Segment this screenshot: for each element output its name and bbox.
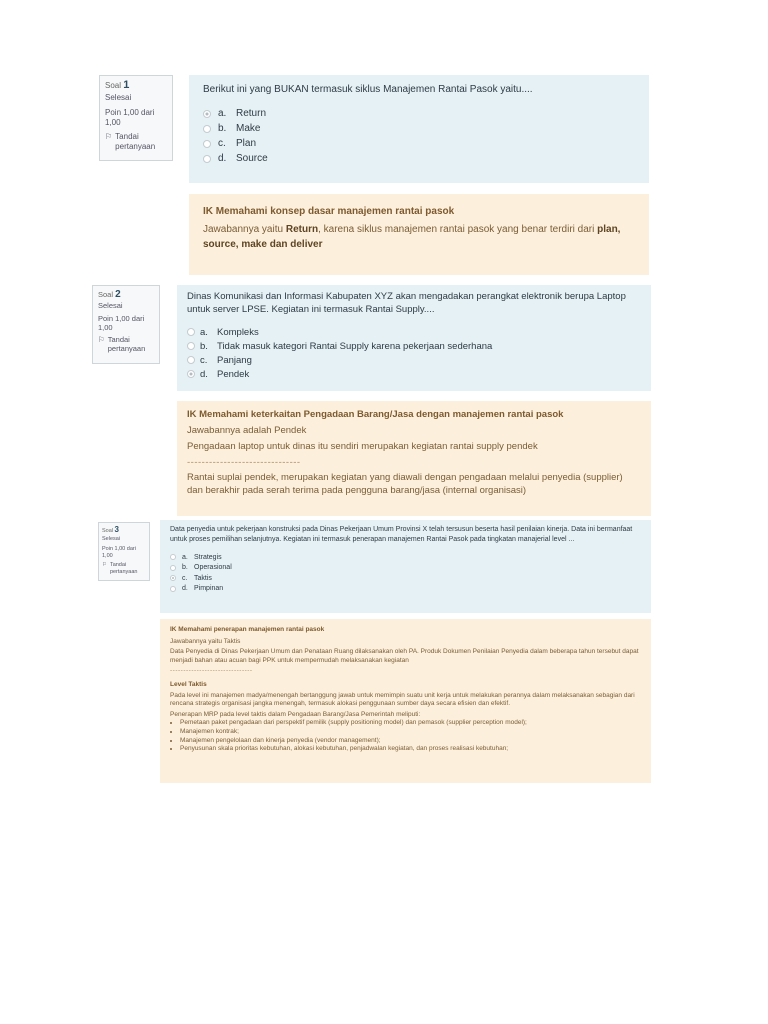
answer-option-b[interactable] — [170, 563, 641, 574]
question-text: Data penyedia untuk pekerjaan konstruksi pada Dinas Pekerjaan Umum Provinsi X telah tersusun beserta hasil penilaian kinerja. Data ini bermanfaat untuk proses pemilihan selanjutnya. Kegiatan ini termasuk penerapan manajemen Rantai Pasok pada tingkatan manajerial level ... — [170, 526, 633, 543]
question-number: 1 — [123, 79, 130, 91]
option-text: Pendek — [217, 368, 250, 380]
answer-option-b[interactable] — [187, 339, 641, 353]
radio-button[interactable] — [203, 125, 211, 133]
radio-button[interactable] — [203, 155, 211, 163]
answer-option-a[interactable] — [187, 325, 641, 339]
list-item: • Penyusunan skala prioritas kebutuhan, alokasi kebutuhan, penjadwalan kegiatan, dan proses realisasi kebutuhan; — [180, 745, 641, 754]
soal-label: Soal — [102, 528, 114, 534]
soal-label: Soal — [105, 81, 122, 90]
answer-option-c[interactable] — [170, 573, 641, 584]
flag-icon: ⚐ — [105, 132, 113, 141]
question-status: Selesai — [105, 93, 132, 102]
option-text: Tidak masuk kategori Rantai Supply karena pekerjaan sederhana — [217, 340, 493, 352]
feedback-box-1 — [189, 194, 649, 275]
option-letter: d. — [218, 153, 227, 164]
feedback-title: IK Memahami konsep dasar manajemen rantai pasok — [203, 206, 455, 217]
radio-button[interactable] — [170, 565, 176, 571]
flag-label: Tandai pertanyaan — [109, 562, 138, 575]
question-status: Selesai — [102, 536, 121, 542]
question-info-2 — [92, 285, 160, 364]
option-text: Pimpinan — [194, 585, 224, 593]
option-text: Panjang — [217, 354, 252, 366]
answer-option-a[interactable] — [170, 552, 641, 563]
question-status: Selesai — [98, 301, 123, 310]
radio-button[interactable] — [170, 554, 176, 560]
radio-button[interactable] — [187, 328, 195, 336]
question-points: Poin 1,00 dari 1,00 — [105, 108, 155, 127]
answer-option-a[interactable] — [203, 106, 635, 121]
feedback-list — [170, 719, 641, 753]
soal-label: Soal — [98, 290, 114, 299]
option-letter: a. — [218, 108, 227, 119]
answer-option-c[interactable] — [203, 136, 635, 151]
list-item: • Pemetaan paket pengadaan dari perspektif pemilik (supply positioning model) dan pemasok (supplier perception model); — [180, 719, 641, 728]
feedback-explanation-2: Penerapan MRP pada level taktis dalam Pengadaan Barang/Jasa Pemerintah meliputi: — [170, 710, 421, 718]
feedback-divider: ------------------------------- — [187, 456, 301, 468]
option-text: Return — [236, 108, 267, 119]
option-letter: b. — [182, 564, 188, 572]
radio-button[interactable] — [203, 140, 211, 148]
radio-button[interactable] — [187, 356, 195, 364]
question-info-1 — [99, 75, 173, 161]
feedback-answer: Jawabannya yaitu Taktis — [170, 637, 241, 645]
feedback-box-3 — [160, 619, 651, 783]
question-box-3 — [160, 520, 651, 613]
flag-label: Tandai pertanyaan — [115, 132, 156, 151]
option-letter: d. — [182, 585, 188, 593]
option-letter: b. — [200, 340, 208, 352]
feedback-subtitle: Level Taktis — [170, 680, 207, 688]
option-text: Make — [236, 123, 261, 134]
question-text: Dinas Komunikasi dan Informasi Kabupaten XYZ akan mengadakan perangkat elektronik berupa Laptop untuk server LPSE. Kegiatan ini termasuk Rantai Supply.... — [187, 291, 626, 315]
feedback-divider: ------------------------------- — [170, 667, 253, 675]
feedback-title: IK Memahami keterkaitan Pengadaan Barang/Jasa dengan manajemen rantai pasok — [187, 409, 564, 420]
flag-question[interactable] — [98, 335, 154, 353]
option-text: Source — [236, 153, 268, 164]
question-points: Poin 1,00 dari 1,00 — [102, 546, 136, 559]
option-letter: c. — [200, 354, 208, 366]
feedback-text: Data Penyedia di Dinas Pekerjaan Umum dan Penataan Ruang dilaksanakan oleh PA. Produk Dokumen Penilaian Penyedia dalam beberapa tahun tersebut dapat menjadi bahan atau acuan bagi PPK untuk mempermudah melaksanakan kegiatan — [170, 648, 639, 664]
radio-button[interactable] — [187, 370, 195, 378]
option-text: Kompleks — [217, 326, 259, 338]
option-text: Taktis — [194, 574, 212, 582]
option-letter: a. — [182, 553, 188, 561]
question-text: Berikut ini yang BUKAN termasuk siklus Manajemen Rantai Pasok yaitu.... — [203, 84, 533, 95]
option-letter: b. — [218, 123, 227, 134]
feedback-explanation: Pada level ini manajemen madya/menengah bertanggung jawab untuk memimpin suatu unit kerja untuk melakukan perannya dalam melaksanakan sebagian dari rencana strategis organisasi jangka menengah, termasuk alokasi penggunaan sumber daya secara efisien dan efektif. — [170, 691, 635, 708]
question-box-2 — [177, 285, 651, 391]
question-info-3 — [98, 522, 150, 581]
option-letter: d. — [200, 368, 208, 380]
feedback-explanation: Rantai suplai pendek, merupakan kegiatan yang diawali dengan pengadaan melalui penyedia (supplier) dan berakhir pada serah terima pada pengguna barang/jasa (internal organisasi) — [187, 472, 623, 496]
answer-option-d[interactable] — [187, 367, 641, 381]
feedback-box-2 — [177, 401, 651, 516]
feedback-answer: Jawabannya adalah Pendek — [187, 424, 307, 436]
radio-button[interactable] — [187, 342, 195, 350]
list-item: • Manajemen kontrak; — [180, 728, 641, 737]
question-number: 3 — [114, 525, 119, 534]
option-letter: a. — [200, 326, 208, 338]
flag-question[interactable] — [105, 132, 167, 152]
feedback-title: IK Memahami penerapan manajemen rantai pasok — [170, 626, 325, 633]
radio-button[interactable] — [170, 575, 176, 581]
correct-answer: Return — [285, 224, 319, 235]
feedback-text: Pengadaan laptop untuk dinas itu sendiri merupakan kegiatan rantai supply pendek — [187, 441, 538, 452]
radio-button[interactable] — [170, 586, 176, 592]
option-letter: c. — [182, 574, 188, 582]
answer-option-d[interactable] — [203, 151, 635, 166]
flag-question[interactable] — [102, 562, 146, 576]
answer-option-d[interactable] — [170, 584, 641, 595]
question-box-1 — [189, 75, 649, 183]
question-points: Poin 1,00 dari 1,00 — [98, 314, 145, 332]
radio-button[interactable] — [203, 110, 211, 118]
option-text: Operasional — [194, 564, 232, 572]
flag-icon: ⚐ — [98, 335, 105, 344]
flag-icon: ⚐ — [102, 562, 107, 568]
answer-option-b[interactable] — [203, 121, 635, 136]
list-item: • Manajemen pengelolaan dan kinerja penyedia (vendor management); — [180, 737, 641, 746]
question-number: 2 — [115, 289, 121, 300]
option-text: Plan — [236, 138, 257, 149]
feedback-text: Jawabannya yaitu Return, karena siklus manajemen rantai pasok yang benar terdiri dari plan, source, make dan deliver — [203, 224, 621, 250]
flag-label: Tandai pertanyaan — [107, 335, 146, 353]
option-text: Strategis — [194, 553, 222, 561]
option-letter: c. — [218, 138, 226, 149]
answer-option-c[interactable] — [187, 353, 641, 367]
